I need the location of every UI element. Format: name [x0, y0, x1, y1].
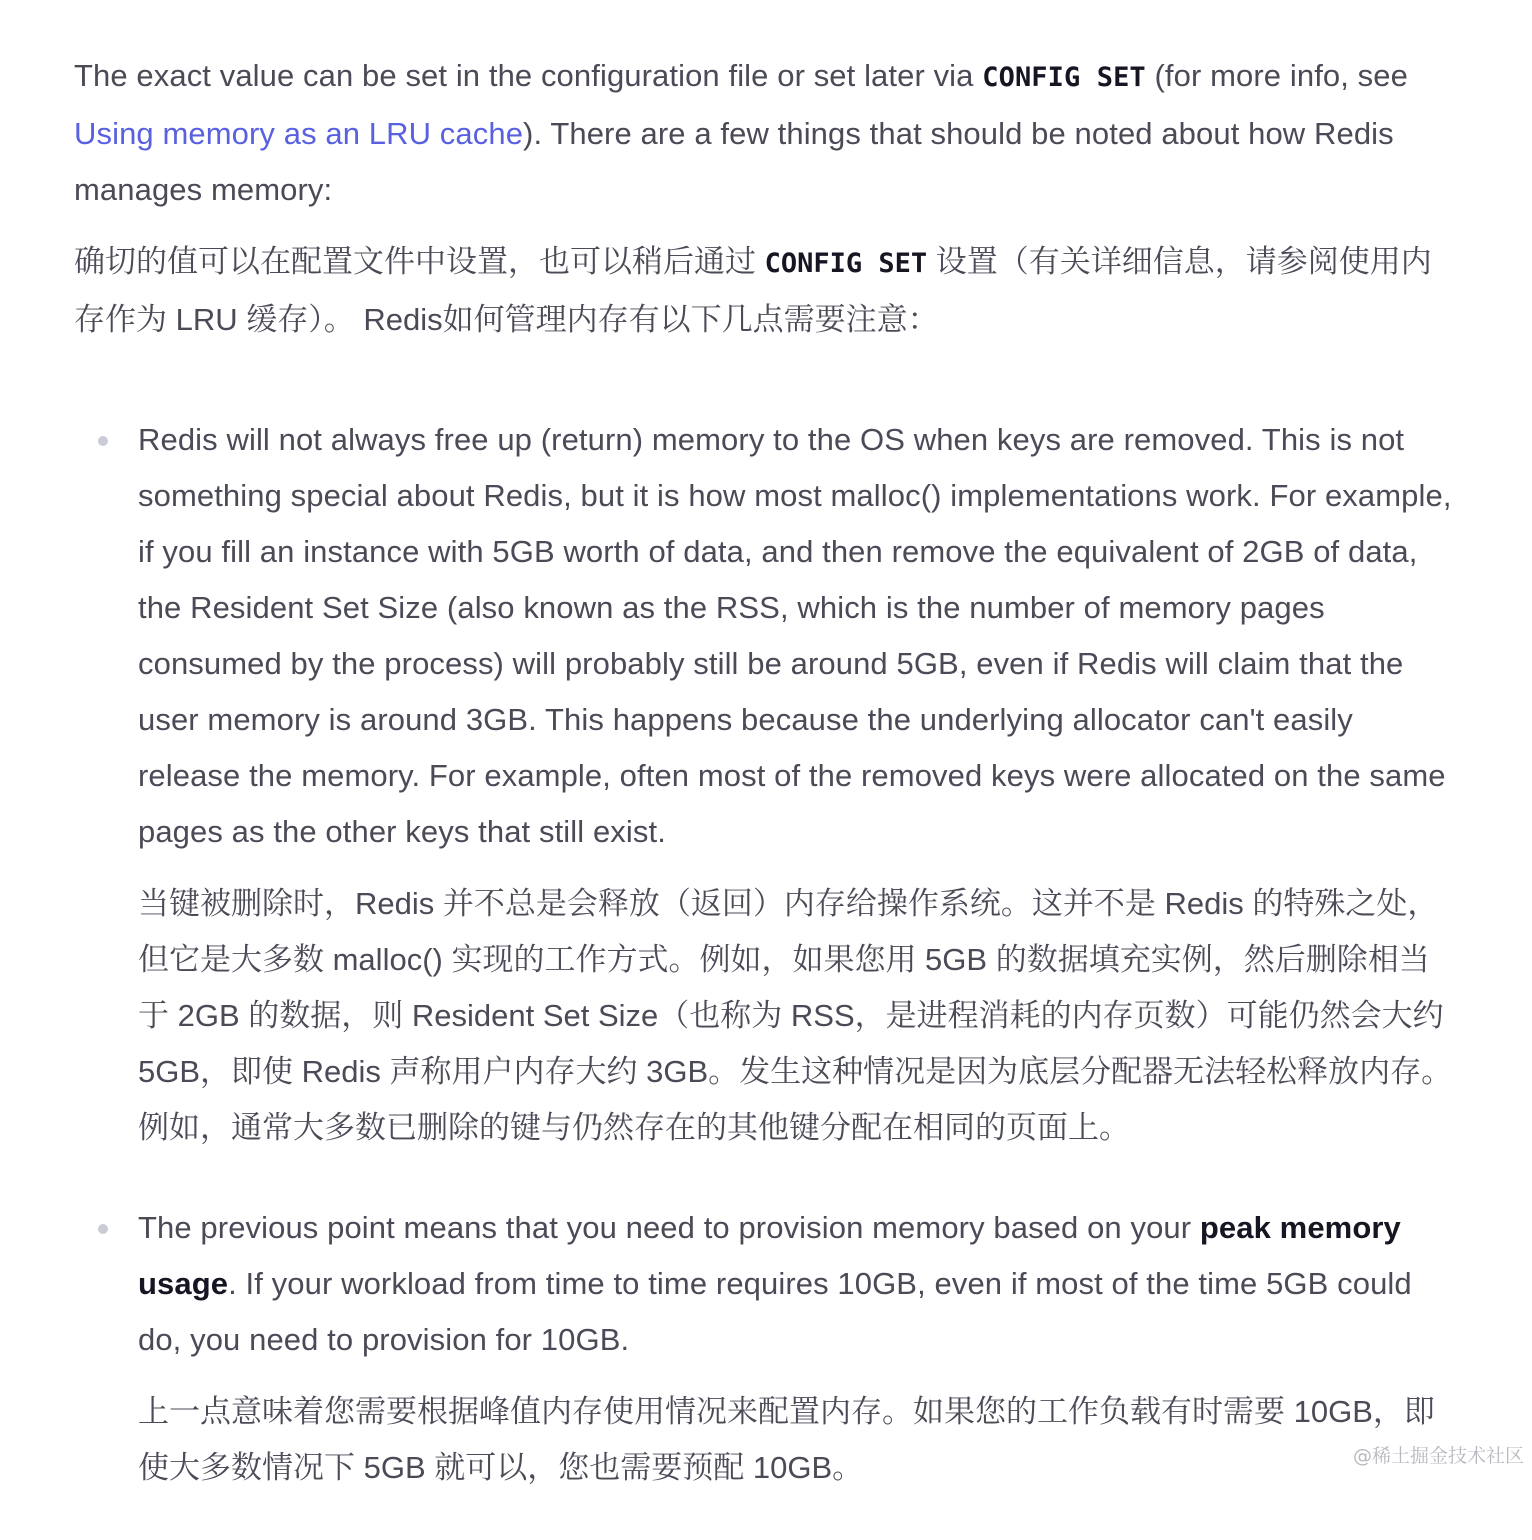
- item-2-text-2: . If your workload from time to time requires 10GB, even if most of the time 5GB could do, you need to provision for 10GB.: [138, 1266, 1412, 1357]
- list-item-zh: 上一点意味着您需要根据峰值内存使用情况来配置内存。如果您的工作负载有时需要 10GB，即使大多数情况下 5GB 就可以，您也需要预配 10GB。: [138, 1394, 1435, 1485]
- lru-cache-link[interactable]: Using memory as an LRU cache: [74, 116, 524, 151]
- intro-text-3: ). There are a few things that should be noted about how Redis manages memory:: [74, 116, 1394, 207]
- intro-zh-text-1: 确切的值可以在配置文件中设置，也可以稍后通过: [74, 244, 765, 279]
- list-item-en: Redis will not always free up (return) memory to the OS when keys are removed. This is not something special about Redis, but it is how most malloc() implementations work. For example, if you fill an instance with 5GB worth of data, and then remove the equivalent of 2GB of data, the Resident Set Size (also known as the RSS, which is the number of memory pages consumed by the process) will probably still be around 5GB, even if Redis will claim that the user memory is around 3GB. This happens because the underlying allocator can't easily release the memory. For example, often most of the removed keys were allocated on the same pages as the other keys that still exist.: [138, 422, 1452, 849]
- config-set-code: CONFIG SET: [982, 62, 1146, 93]
- intro-text-1: The exact value can be set in the configuration file or set later via: [74, 58, 983, 93]
- intro-paragraph-en: [74, 48, 1454, 218]
- article-content: [74, 48, 1454, 1540]
- bullet-dot-icon: [98, 1224, 108, 1234]
- list-item: [74, 412, 1454, 1156]
- config-set-code-zh: CONFIG SET: [764, 248, 928, 279]
- intro-text-2: (for more info, see: [1145, 58, 1408, 93]
- peak-memory-usage-bold: peak memory usage: [138, 1210, 1401, 1301]
- intro-paragraph-zh: [74, 234, 1454, 348]
- notes-list: [74, 412, 1454, 1496]
- list-item-en: [138, 1200, 1454, 1368]
- watermark: @稀土掘金技术社区: [1352, 1445, 1524, 1467]
- bullet-dot-icon: [98, 436, 108, 446]
- list-item: [74, 1200, 1454, 1496]
- item-2-text-1: The previous point means that you need to provision memory based on your: [138, 1210, 1200, 1245]
- intro-zh-text-2: 设置（有关详细信息，请参阅使用内存作为 LRU 缓存）。 Redis如何管理内存有以下几点需要注意：: [74, 244, 1432, 337]
- list-item-zh: 当键被删除时，Redis 并不总是会释放（返回）内存给操作系统。这并不是 Redis 的特殊之处，但它是大多数 malloc() 实现的工作方式。例如，如果您用 5GB 的数据填充实例，然后删除相当于 2GB 的数据，则 Resident Set Size（也称为 RSS，是进程消耗的内存页数）可能仍然会大约 5GB，即使 Redis 声称用户内存大约 3GB。发生这种情况是因为底层分配器无法轻松释放内存。例如，通常大多数已删除的键与仍然存在的其他键分配在相同的页面上。: [138, 886, 1453, 1145]
